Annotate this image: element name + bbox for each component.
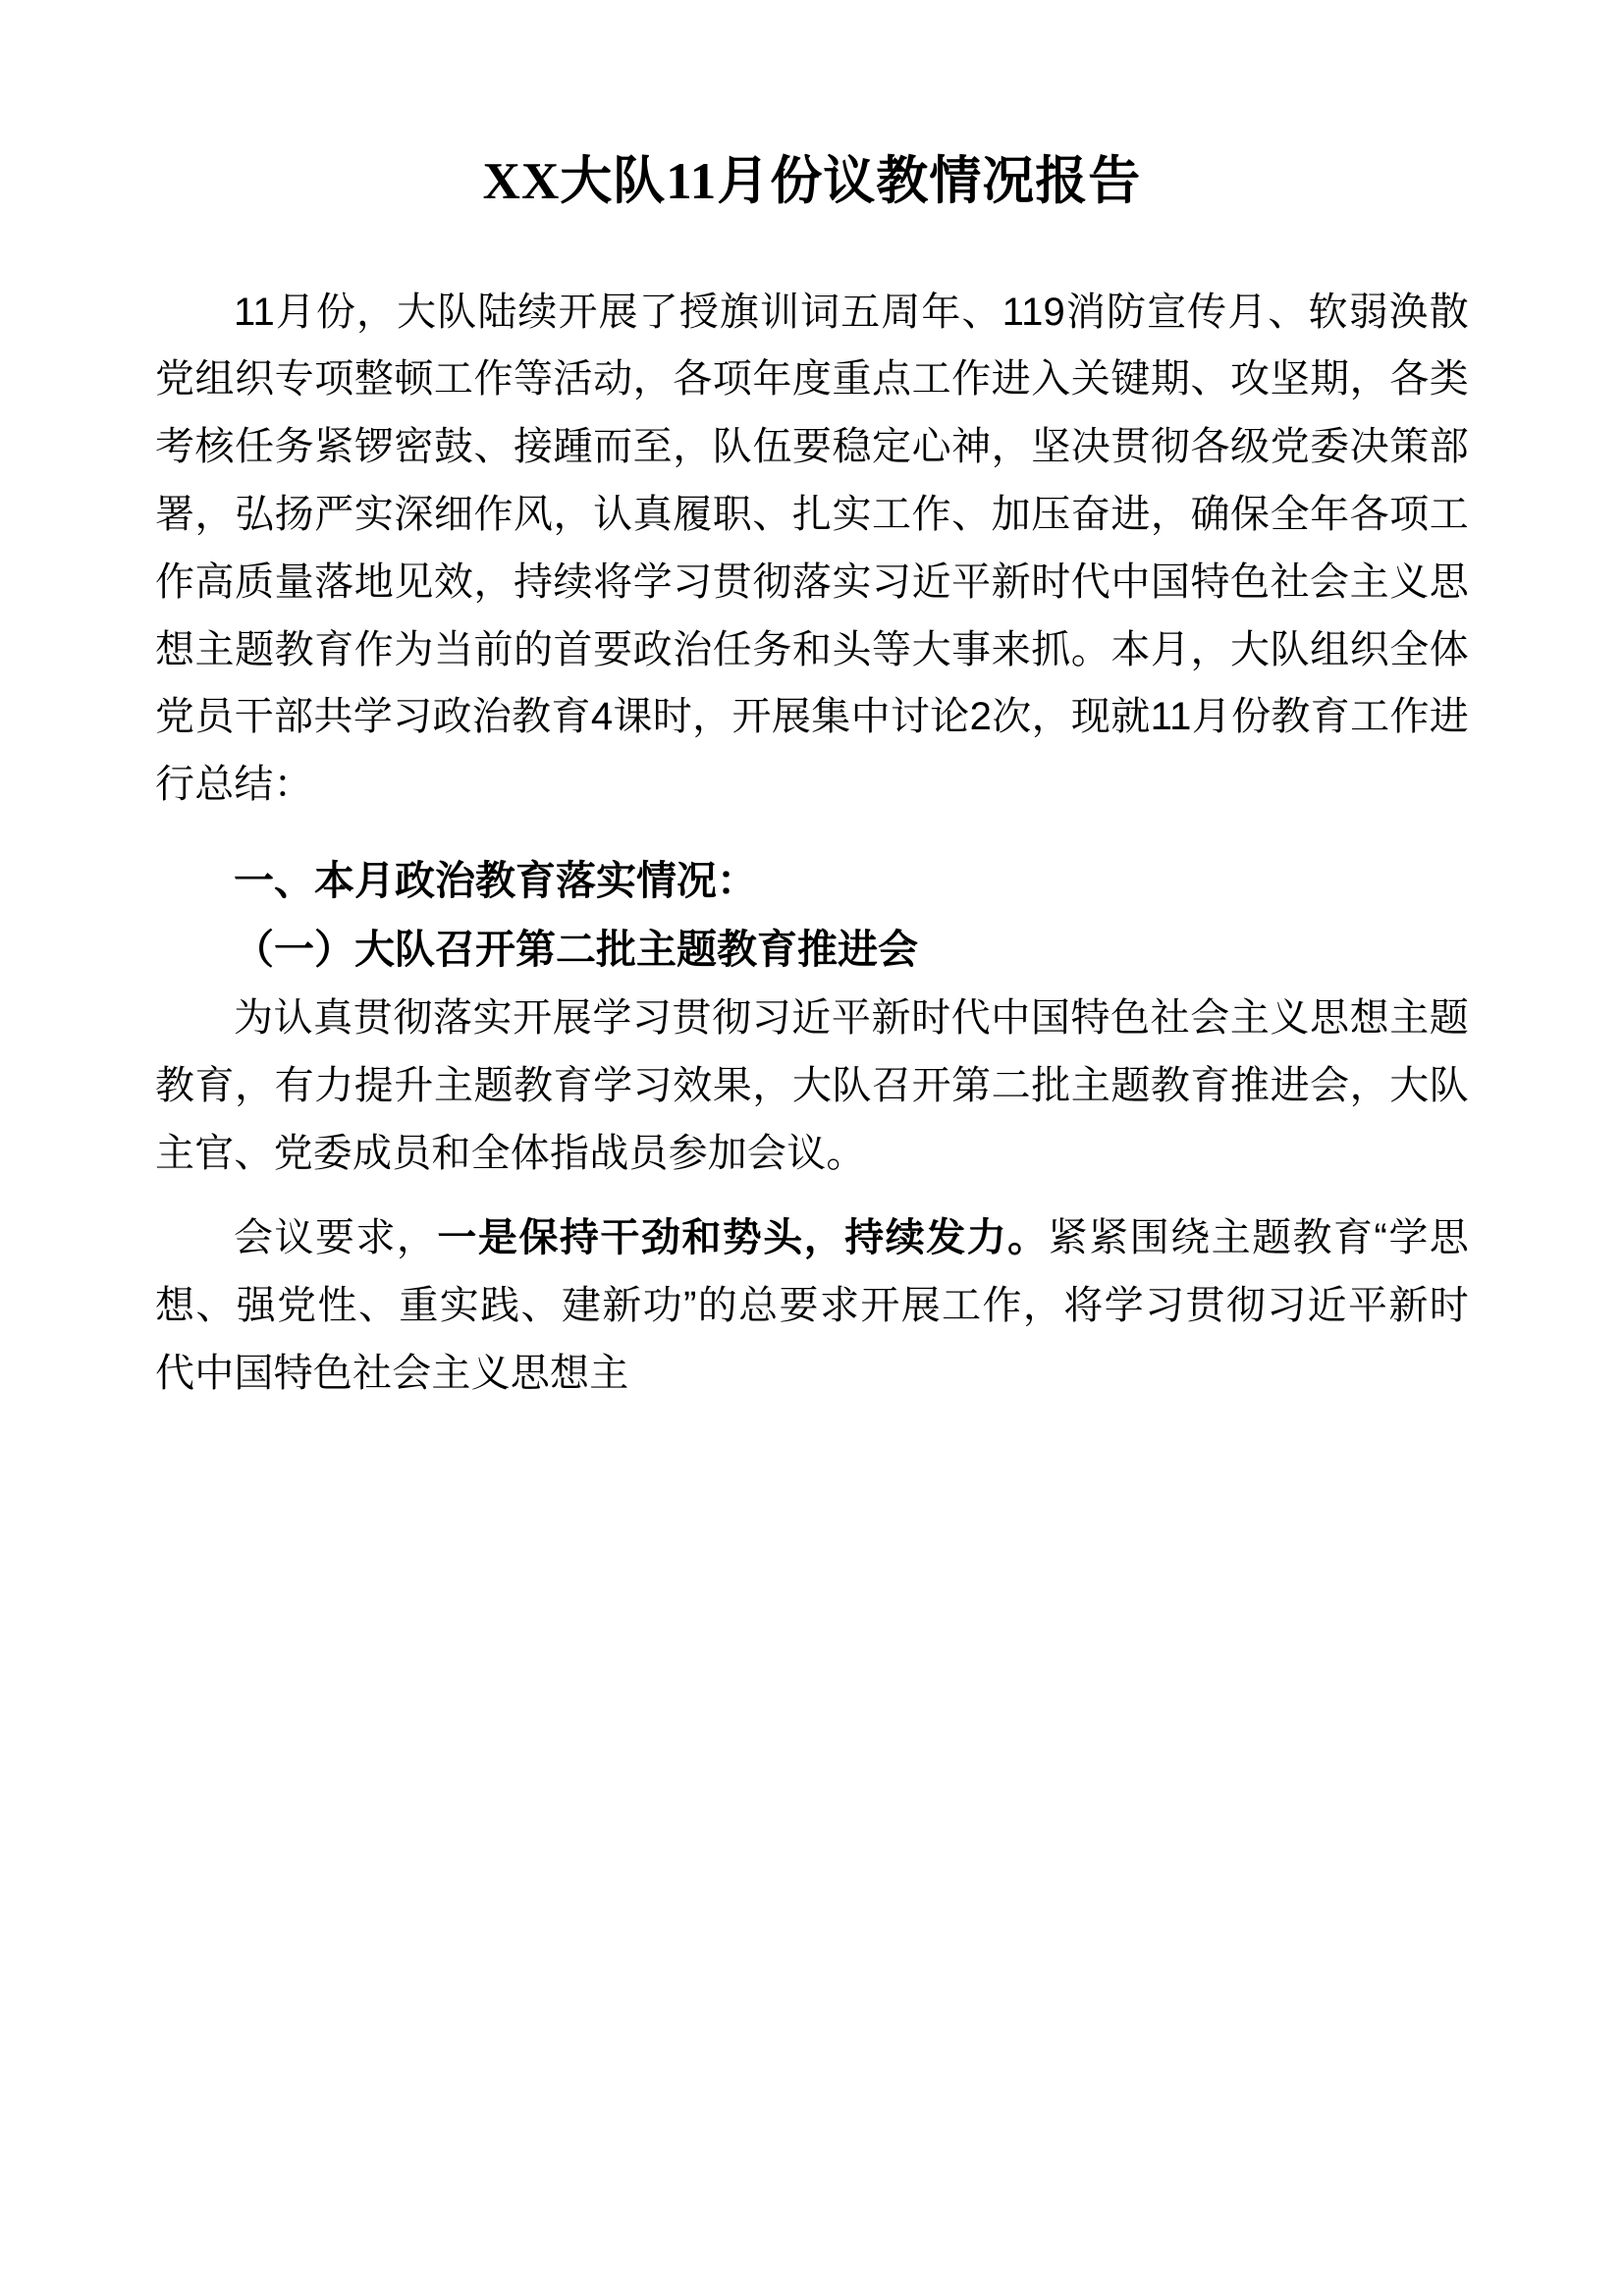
section-heading-1: 一、本月政治教育落实情况： [234, 857, 757, 903]
body-paragraph-1: 为认真贯彻落实开展学习贯彻习近平新时代中国特色社会主义思想主题教育，有力提升主题教育学习效果，大队召开第二批主题教育推进会，大队主官、党委成员和全体指战员参加会议。 [155, 995, 1469, 1175]
body-paragraph-2-bold: 一是保持干劲和势头，持续发力。 [437, 1216, 1049, 1260]
body-paragraph-2-rest: 紧紧围绕主题教育“学思想、强党性、重实践、建新功”的总要求开展工作，将学习贯彻习近平新时代中国特色社会主义思想主 [155, 1216, 1469, 1395]
paragraph-spacer [155, 823, 1469, 836]
body-paragraph-2-lead: 会议要求， [234, 1216, 438, 1260]
paragraph-spacer-2 [155, 1191, 1469, 1204]
section-heading-2: （一）大队召开第二批主题教育推进会 [234, 927, 918, 973]
document-title: XX大队11月份议教情况报告 [482, 153, 1142, 210]
body-paragraph-2 [155, 1204, 1469, 1407]
intro-paragraph: 11月份，大队陆续开展了授旗训词五周年、119消防宣传月、软弱涣散党组织专项整顿工作等活动，各项年度重点工作进入关键期、攻坚期，各类考核任务紧锣密鼓、接踵而至，队伍要稳定心神，坚决贯彻各级党委决策部署，弘扬严实深细作风，认真履职、扎实工作、加压奋进，确保全年各项工作高质量落地见效，持续将学习贯彻落实习近平新时代中国特色社会主义思想主题教育作为当前的首要政治任务和头等大事来抓。本月，大队组织全体党员干部共学习政治教育4课时，开展集中讨论2次，现就11月份教育工作进行总结： [155, 290, 1469, 807]
